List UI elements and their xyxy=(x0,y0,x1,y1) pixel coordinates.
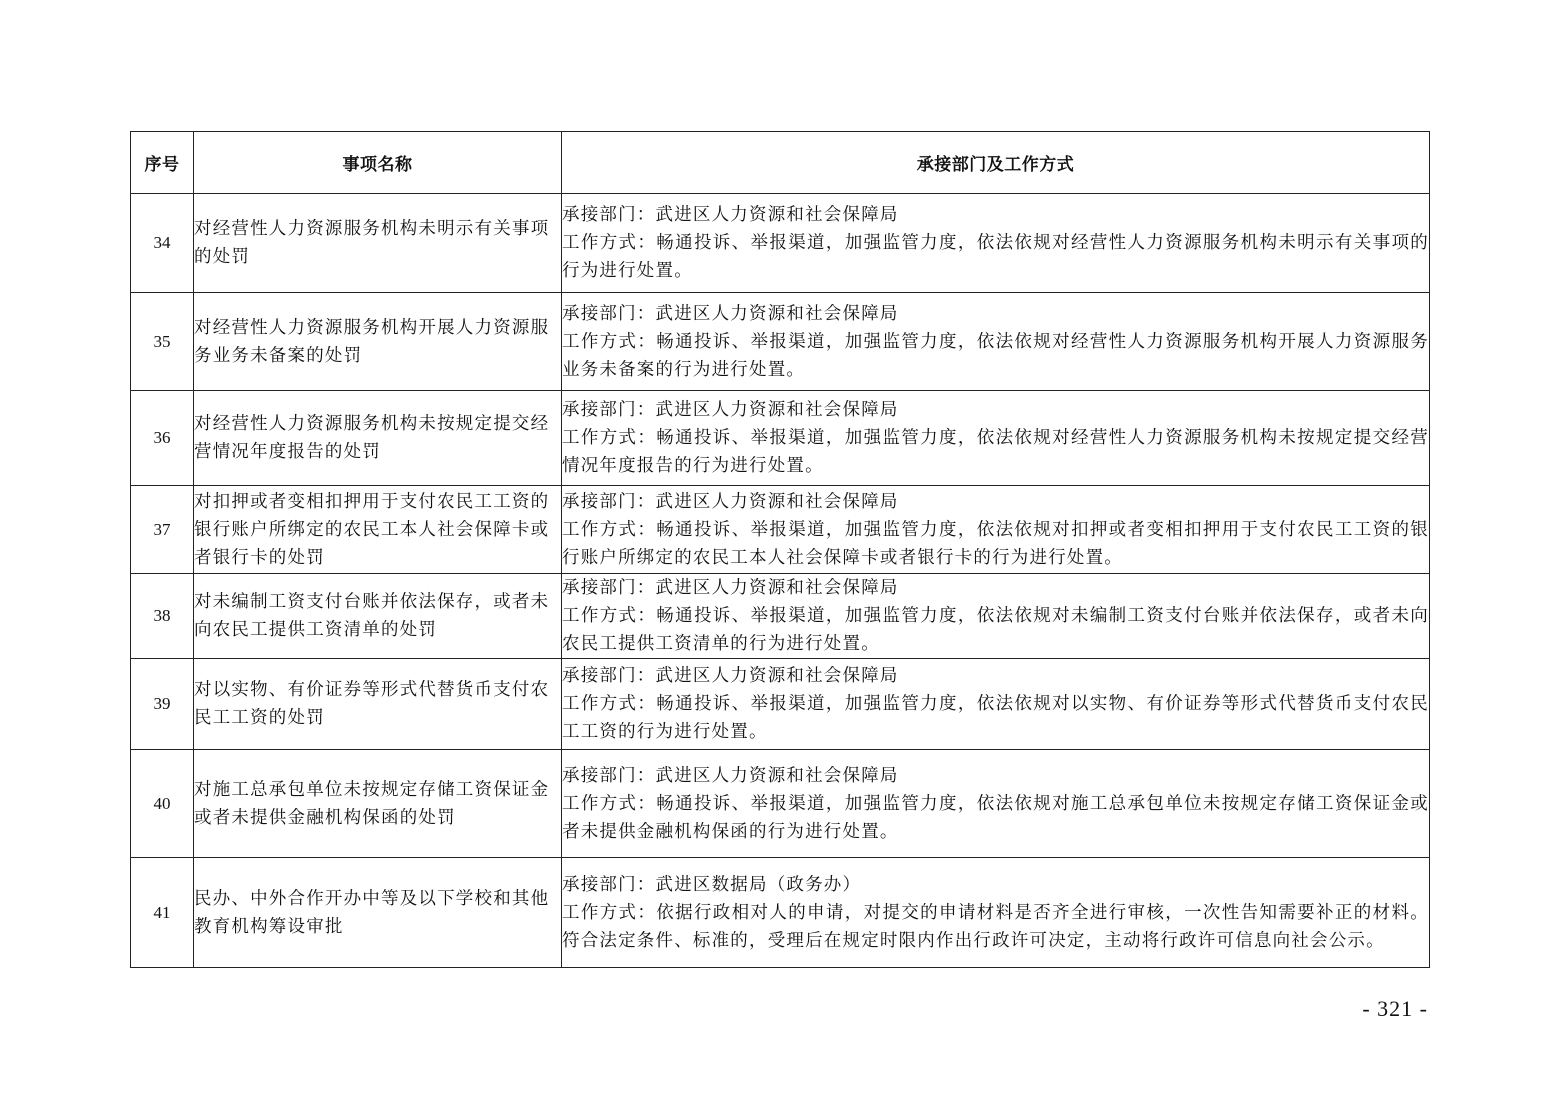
row-department: 承接部门：武进区人力资源和社会保障局 xyxy=(562,491,899,512)
row-work-method: 工作方式：依据行政相对人的申请，对提交的申请材料是否齐全进行审核，一次性告知需要补正的材料。符合法定条件、标准的，受理后在规定时限内作出行政许可决定，主动将行政许可信息向社会公示。 xyxy=(562,902,1429,951)
table-header-row xyxy=(131,132,1430,194)
row-matter-name: 对未编制工资支付台账并依法保存，或者未向农民工提供工资清单的处罚 xyxy=(194,574,562,659)
table-row xyxy=(131,750,1430,858)
row-matter-name: 对经营性人力资源服务机构开展人力资源服务业务未备案的处罚 xyxy=(194,293,562,391)
row-department-method xyxy=(562,391,1430,486)
table-row xyxy=(131,659,1430,750)
row-department-method xyxy=(562,659,1430,750)
row-serial-number: 39 xyxy=(131,659,194,750)
row-department-method xyxy=(562,486,1430,574)
table-row xyxy=(131,486,1430,574)
table-row xyxy=(131,293,1430,391)
header-department-method: 承接部门及工作方式 xyxy=(562,132,1430,194)
row-serial-number: 34 xyxy=(131,194,194,293)
row-matter-name: 对施工总承包单位未按规定存储工资保证金或者未提供金融机构保函的处罚 xyxy=(194,750,562,858)
row-department: 承接部门：武进区人力资源和社会保障局 xyxy=(562,205,899,225)
row-department: 承接部门：武进区数据局（政务办） xyxy=(562,874,862,895)
row-department: 承接部门：武进区人力资源和社会保障局 xyxy=(562,578,899,598)
row-work-method: 工作方式：畅通投诉、举报渠道，加强监管力度，依法依规对经营性人力资源服务机构开展人力资源服务业务未备案的行为进行处置。 xyxy=(562,331,1429,380)
row-department-method xyxy=(562,194,1430,293)
row-department: 承接部门：武进区人力资源和社会保障局 xyxy=(562,666,899,686)
header-serial-number: 序号 xyxy=(131,132,194,194)
row-matter-name: 对经营性人力资源服务机构未明示有关事项的处罚 xyxy=(194,194,562,293)
row-department-method xyxy=(562,293,1430,391)
row-serial-number: 37 xyxy=(131,486,194,574)
row-matter-name: 对经营性人力资源服务机构未按规定提交经营情况年度报告的处罚 xyxy=(194,391,562,486)
row-work-method: 工作方式：畅通投诉、举报渠道，加强监管力度，依法依规对未编制工资支付台账并依法保存，或者未向农民工提供工资清单的行为进行处置。 xyxy=(562,606,1429,654)
page-number: - 321 - xyxy=(1362,996,1428,1021)
row-serial-number: 35 xyxy=(131,293,194,391)
row-matter-name: 民办、中外合作开办中等及以下学校和其他教育机构筹设审批 xyxy=(194,858,562,968)
row-serial-number: 38 xyxy=(131,574,194,659)
row-department-method xyxy=(562,858,1430,968)
matters-table xyxy=(130,131,1430,968)
row-department: 承接部门：武进区人力资源和社会保障局 xyxy=(562,303,899,324)
row-serial-number: 36 xyxy=(131,391,194,486)
row-serial-number: 40 xyxy=(131,750,194,858)
table-row xyxy=(131,574,1430,659)
table-row xyxy=(131,858,1430,968)
table-row xyxy=(131,194,1430,293)
row-matter-name: 对以实物、有价证券等形式代替货币支付农民工工资的处罚 xyxy=(194,659,562,750)
row-department: 承接部门：武进区人力资源和社会保障局 xyxy=(562,400,899,420)
row-department-method xyxy=(562,574,1430,659)
row-work-method: 工作方式：畅通投诉、举报渠道，加强监管力度，依法依规对扣押或者变相扣押用于支付农民工工资的银行账户所绑定的农民工本人社会保障卡或者银行卡的行为进行处置。 xyxy=(562,519,1429,568)
row-department-method xyxy=(562,750,1430,858)
row-work-method: 工作方式：畅通投诉、举报渠道，加强监管力度，依法依规对施工总承包单位未按规定存储工资保证金或者未提供金融机构保函的行为进行处置。 xyxy=(562,793,1429,842)
row-work-method: 工作方式：畅通投诉、举报渠道，加强监管力度，依法依规对以实物、有价证券等形式代替货币支付农民工工资的行为进行处置。 xyxy=(562,694,1429,742)
header-matter-name: 事项名称 xyxy=(194,132,562,194)
row-matter-name: 对扣押或者变相扣押用于支付农民工工资的银行账户所绑定的农民工本人社会保障卡或者银行卡的处罚 xyxy=(194,486,562,574)
row-department: 承接部门：武进区人力资源和社会保障局 xyxy=(562,765,899,786)
row-work-method: 工作方式：畅通投诉、举报渠道，加强监管力度，依法依规对经营性人力资源服务机构未按规定提交经营情况年度报告的行为进行处置。 xyxy=(562,428,1429,476)
row-serial-number: 41 xyxy=(131,858,194,968)
row-work-method: 工作方式：畅通投诉、举报渠道，加强监管力度，依法依规对经营性人力资源服务机构未明示有关事项的行为进行处置。 xyxy=(562,233,1429,281)
table-row xyxy=(131,391,1430,486)
